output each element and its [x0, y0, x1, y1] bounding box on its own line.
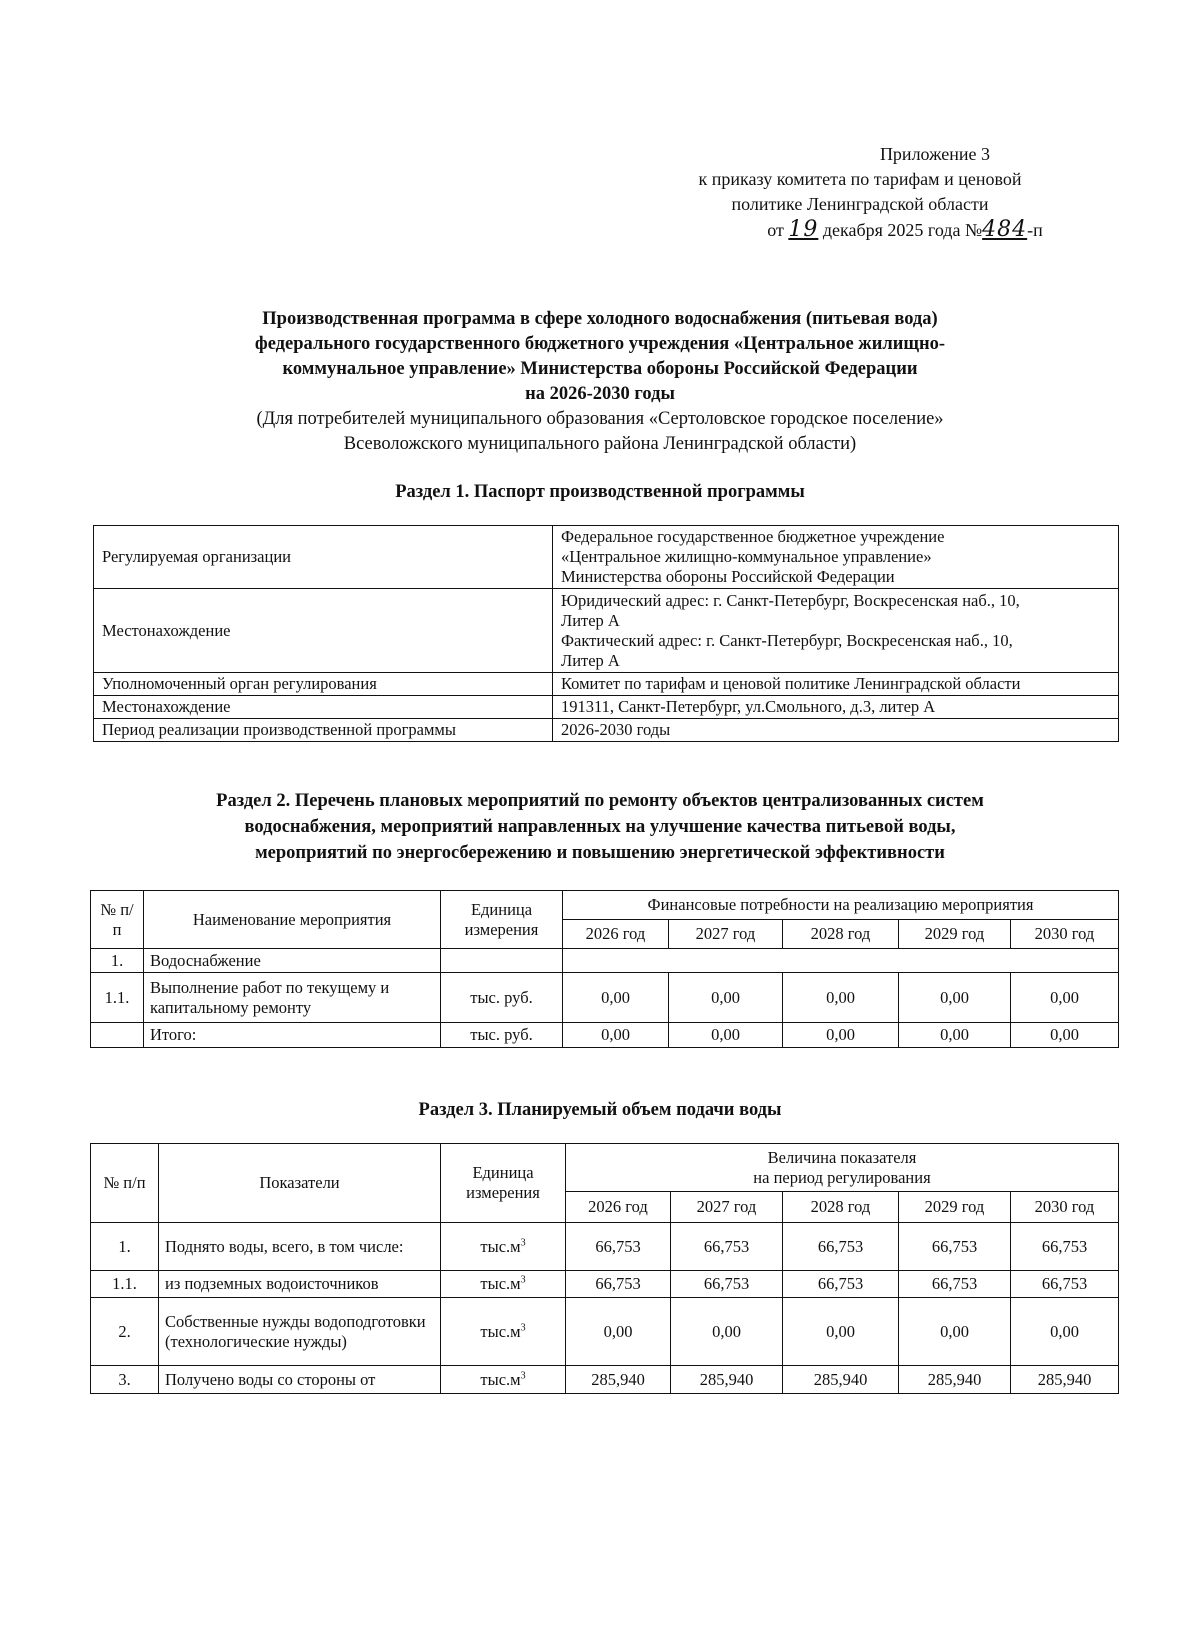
row-num: 1.: [91, 949, 144, 973]
unit-base: тыс.м: [480, 1369, 521, 1389]
appendix-line: к приказу комитета по тарифам и ценовой: [698, 169, 1022, 189]
row-name: из подземных водоисточников: [159, 1271, 441, 1298]
row-value: 0,00: [899, 973, 1011, 1023]
value-line: Федеральное государственное бюджетное учреждение: [561, 527, 945, 546]
table-row: [94, 696, 1119, 719]
row-label: Период реализации производственной программы: [94, 719, 553, 742]
row-value: [553, 589, 1119, 673]
date-middle: декабря 2025 года №: [822, 220, 983, 240]
row-label: Уполномоченный орган регулирования: [94, 673, 553, 696]
header-num: № п/п: [91, 1144, 159, 1223]
unit-exponent: 3: [520, 1274, 526, 1286]
row-num: 1.: [91, 1223, 159, 1271]
row-unit: [441, 1271, 566, 1298]
value-line: «Центральное жилищно-коммунальное управление»: [561, 547, 932, 566]
table-row: [91, 1298, 1119, 1366]
header-year: 2029 год: [899, 920, 1011, 949]
subtitle-line: (Для потребителей муниципального образования «Сертоловское городское поселение»: [256, 409, 944, 429]
row-label: Местонахождение: [94, 696, 553, 719]
row-value: 0,00: [899, 1023, 1011, 1048]
document-title: [100, 307, 1100, 407]
header-year: 2030 год: [1011, 920, 1119, 949]
heading-line: Раздел 2. Перечень плановых мероприятий по ремонту объектов централизованных систем: [216, 791, 984, 811]
passport-table: [93, 525, 1119, 742]
table-row: [94, 589, 1119, 673]
value-line: Юридический адрес: г. Санкт-Петербург, Воскресенская наб., 10,: [561, 590, 1020, 610]
section3-heading: Раздел 3. Планируемый объем подачи воды: [418, 1100, 782, 1120]
row-value: 0,00: [899, 1298, 1011, 1366]
unit-exponent: 3: [520, 1322, 526, 1333]
row-value: 0,00: [1011, 1298, 1119, 1366]
row-value: 285,940: [899, 1366, 1011, 1394]
row-value: 66,753: [1011, 1271, 1119, 1298]
title-line: Производственная программа в сфере холодного водоснабжения (питьевая вода): [262, 309, 938, 329]
header-num: № п/п: [91, 891, 144, 949]
row-name: Водоснабжение: [144, 949, 441, 973]
row-num: 3.: [91, 1366, 159, 1394]
table-row: [94, 719, 1119, 742]
group-line: Величина показателя: [767, 1147, 917, 1167]
activities-table: [90, 890, 1119, 1048]
title-line: федерального государственного бюджетного учреждения «Центральное жилищно-: [254, 334, 946, 354]
table-row: [91, 973, 1119, 1023]
table-row: [91, 949, 1119, 973]
section1-heading: Раздел 1. Паспорт производственной программы: [395, 482, 805, 502]
title-line: на 2026-2030 годы: [525, 384, 675, 404]
subtitle-line: Всеволожского муниципального района Ленинградской области): [343, 434, 857, 454]
row-value: 0,00: [669, 1023, 783, 1048]
row-value: 0,00: [671, 1298, 783, 1366]
header-year: 2027 год: [671, 1192, 783, 1223]
section2-heading: [60, 788, 1140, 866]
header-row: [91, 891, 1119, 920]
row-value: 66,753: [566, 1223, 671, 1271]
row-unit: [441, 1298, 566, 1366]
header-year: 2028 год: [783, 920, 899, 949]
row-value: Комитет по тарифам и ценовой политике Ленинградской области: [553, 673, 1119, 696]
row-unit: тыс. руб.: [441, 1023, 563, 1048]
row-value: 66,753: [566, 1271, 671, 1298]
value-line: Литер А: [561, 610, 620, 630]
unit-base: тыс.м: [480, 1274, 521, 1293]
row-num: 1.1.: [91, 1271, 159, 1298]
table-row: [91, 1023, 1119, 1048]
row-unit: [441, 1366, 566, 1394]
row-value: 285,940: [566, 1366, 671, 1394]
row-name: Получено воды со стороны от: [159, 1366, 441, 1394]
row-value: 0,00: [669, 973, 783, 1023]
row-value: 66,753: [783, 1271, 899, 1298]
row-value: 0,00: [1011, 1023, 1119, 1048]
row-value: 191311, Санкт-Петербург, ул.Смольного, д.3, литер А: [553, 696, 1119, 719]
table-row: [91, 1223, 1119, 1271]
value-line: Литер А: [561, 650, 620, 670]
row-name: Поднято воды, всего, в том числе:: [159, 1223, 441, 1271]
appendix-line: политике Ленинградской области: [731, 194, 989, 214]
row-num: [91, 1023, 144, 1048]
handwritten-day: 19: [788, 217, 819, 242]
water-supply-table: [90, 1143, 1119, 1394]
table-row: [91, 1366, 1119, 1394]
row-unit: [441, 949, 563, 973]
row-value: 285,940: [783, 1366, 899, 1394]
header-group: [566, 1144, 1119, 1192]
row-value: 285,940: [1011, 1366, 1119, 1394]
appendix-header: [600, 142, 1120, 243]
row-value: 66,753: [783, 1223, 899, 1271]
table-row: [91, 1271, 1119, 1298]
row-value: 0,00: [566, 1298, 671, 1366]
row-value: 66,753: [899, 1223, 1011, 1271]
table-row: [94, 526, 1119, 589]
unit-exponent: 3: [520, 1370, 526, 1381]
header-year: 2026 год: [566, 1192, 671, 1223]
header-row: [91, 1144, 1119, 1192]
row-value: 66,753: [899, 1271, 1011, 1298]
header-unit: Единица измерения: [441, 891, 563, 949]
header-group: Финансовые потребности на реализацию мероприятия: [563, 891, 1119, 920]
row-value: 66,753: [671, 1271, 783, 1298]
row-value: 66,753: [671, 1223, 783, 1271]
value-line: Фактический адрес: г. Санкт-Петербург, Воскресенская наб., 10,: [561, 630, 1013, 650]
header-year: 2030 год: [1011, 1192, 1119, 1223]
row-value: [553, 526, 1119, 589]
row-num: 1.1.: [91, 973, 144, 1023]
header-year: 2026 год: [563, 920, 669, 949]
order-date-line: [600, 217, 1120, 243]
value-line: Министерства обороны Российской Федерации: [561, 567, 895, 586]
heading-line: водоснабжения, мероприятий направленных на улучшение качества питьевой воды,: [244, 817, 956, 837]
row-value: 2026-2030 годы: [553, 719, 1119, 742]
header-year: 2027 год: [669, 920, 783, 949]
unit-exponent: 3: [520, 1237, 526, 1248]
row-value: 0,00: [563, 1023, 669, 1048]
number-suffix: -п: [1027, 220, 1043, 240]
group-line: на период регулирования: [753, 1167, 931, 1187]
unit-base: тыс.м: [480, 1321, 521, 1341]
heading-line: мероприятий по энергосбережению и повышению энергетической эффективности: [255, 843, 945, 863]
row-label: Местонахождение: [94, 589, 553, 673]
row-value: 0,00: [783, 1023, 899, 1048]
document-subtitle: [100, 407, 1100, 457]
row-num: 2.: [91, 1298, 159, 1366]
row-label: Регулируемая организации: [94, 526, 553, 589]
header-name: Показатели: [159, 1144, 441, 1223]
unit-base: тыс.м: [480, 1236, 521, 1256]
header-name: Наименование мероприятия: [144, 891, 441, 949]
table-row: [94, 673, 1119, 696]
row-value: 285,940: [671, 1366, 783, 1394]
row-unit: тыс. руб.: [441, 973, 563, 1023]
row-name: Собственные нужды водоподготовки (технологические нужды): [159, 1298, 441, 1366]
header-year: 2029 год: [899, 1192, 1011, 1223]
row-value: 0,00: [1011, 973, 1119, 1023]
row-values-empty: [563, 949, 1119, 973]
row-unit: [441, 1223, 566, 1271]
title-line: коммунальное управление» Министерства обороны Российской Федерации: [282, 359, 918, 379]
row-value: 0,00: [783, 973, 899, 1023]
row-name: Итого:: [144, 1023, 441, 1048]
row-value: 66,753: [1011, 1223, 1119, 1271]
appendix-line: Приложение 3: [879, 144, 991, 164]
header-year: 2028 год: [783, 1192, 899, 1223]
handwritten-number: 484: [982, 217, 1028, 242]
row-value: 0,00: [783, 1298, 899, 1366]
row-value: 0,00: [563, 973, 669, 1023]
date-prefix: от: [767, 220, 784, 240]
row-name: Выполнение работ по текущему и капитальному ремонту: [144, 973, 441, 1023]
header-unit: Единица измерения: [441, 1144, 566, 1223]
